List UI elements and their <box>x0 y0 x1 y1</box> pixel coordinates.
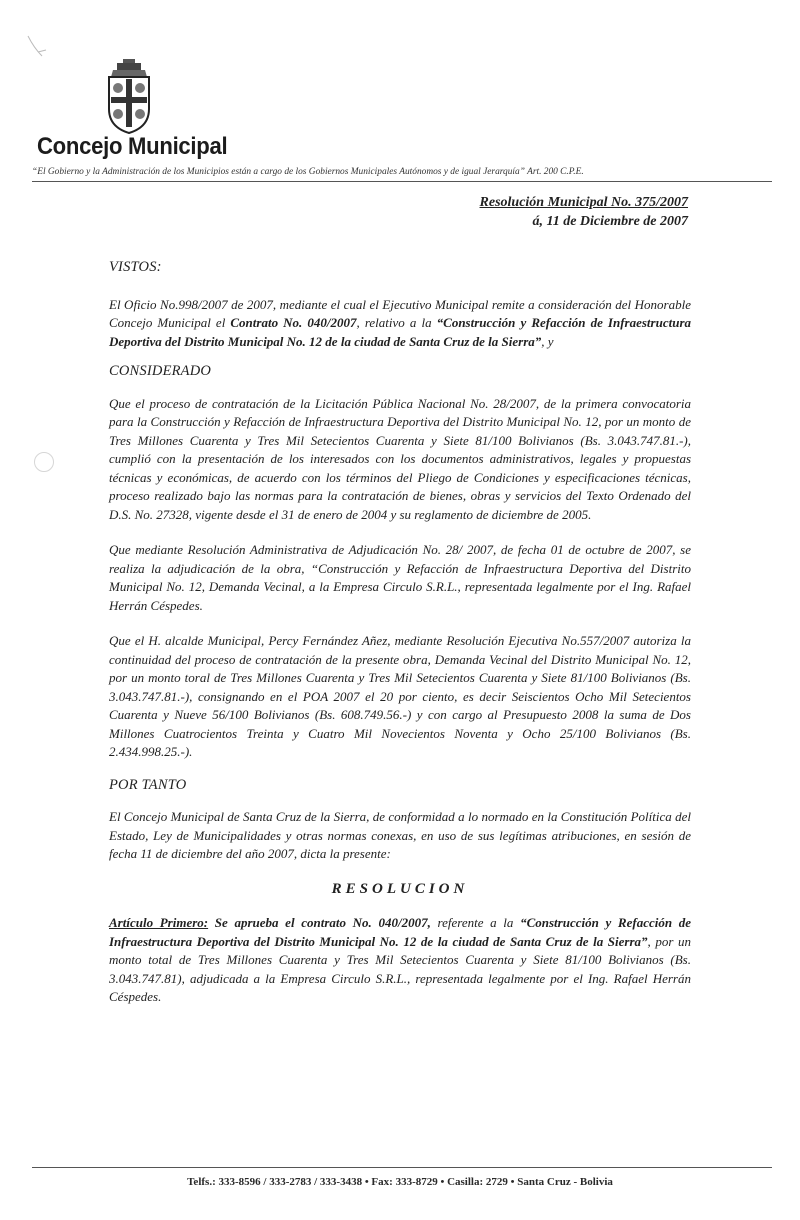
resolucion-heading: RESOLUCION <box>331 880 469 897</box>
municipal-coat-of-arms-icon <box>103 57 155 135</box>
punch-hole <box>34 452 54 472</box>
vistos-text-3: , y <box>541 333 554 349</box>
vistos-paragraph <box>109 296 691 352</box>
footer-divider <box>32 1167 772 1168</box>
article-first-label: Artículo Primero: <box>109 915 209 930</box>
considerado-heading: CONSIDERADO <box>109 363 212 379</box>
contract-number: Contrato No. 040/2007 <box>230 315 357 330</box>
vistos-heading: VISTOS: <box>109 259 162 275</box>
article-first-text-1: referente a la <box>430 915 521 930</box>
constitutional-motto: “El Gobierno y la Administración de los Municipios están a cargo de los Gobiernos Municipales Autónomos y de igual Jerarquía” Art. 200 C.P.E. <box>32 167 584 177</box>
resolution-date: á, 11 de Diciembre de 2007 <box>532 214 688 229</box>
organization-name: Concejo Municipal <box>37 133 228 160</box>
contact-footer: Telfs.: 333-8596 / 333-2783 / 333-3438 • Fax: 333-8729 • Casilla: 2729 • Santa Cruz - Bolivia <box>187 1176 613 1188</box>
article-first-paragraph <box>109 914 691 1007</box>
document-body <box>109 258 691 1007</box>
article-first-approval: Se aprueba el contrato No. 040/2007, <box>208 915 431 930</box>
vistos-text-2: , relativo a la <box>356 315 437 330</box>
article-first-project: “Construcción y Refacción de Infraestructura Deportiva del Distrito Municipal No. 12 de la ciudad de Santa Cruz de la Sierra” <box>109 915 692 949</box>
project-name: “Construcción y Refacción de Infraestructura Deportiva del Distrito Municipal No. 12 de la ciudad de Santa Cruz de la Sierra” <box>109 315 692 349</box>
vistos-text-1: El Oficio No.998/2007 de 2007, mediante el cual el Ejecutivo Municipal remite a consideración del Honorable Concejo Municipal el <box>109 296 691 330</box>
por-tanto-paragraph: El Concejo Municipal de Santa Cruz de la Sierra, de conformidad a lo normado en la Constitución Política del Estado, Ley de Municipalidades y otras normas conexas, en uso de sus legítimas atribuciones, en sesión de fecha 11 de diciembre del año 2007, dicta la presente: <box>109 809 691 861</box>
resolution-number: Resolución Municipal No. 375/2007 <box>479 195 688 210</box>
article-first-text-2: , por un monto total de Tres Millones Cuarenta y Tres Mil Setecientos Cuarenta y Siete 81/100 Bolivianos (Bs. 3.043.747.81), adjudicada a la Empresa Circulo S.R.L., representada legalmente por el Ing. Rafael Herrán Céspedes. <box>109 933 691 1004</box>
considerado-paragraph-1: Que el proceso de contratación de la Licitación Pública Nacional No. 28/2007, de la primera convocatoria para la Construcción y Refacción de Infraestructura Deportiva del Distrito Municipal No. 12, por un monto de Tres Millones Cuarenta y Tres Mil Setecientos Cuarenta y Siete 81/100 Bolivianos (Bs. 3.043.747.81.-), cumplió con la presentación de los interesados con los documentos administrativos, legales y propuestas técnicas y económicas, de acuerdo con los términos del Pliego de Condiciones y especificaciones técnicas, proceso realizado bajo las normas para la contratación de bienes, obras y servicios del Texto Ordenado del D.S. No. 27328, vigente desde el 31 de enero de 2004 y su reglamento de diciembre de 2005. <box>109 395 691 522</box>
pen-mark <box>20 30 80 80</box>
considerado-paragraph-2: Que mediante Resolución Administrativa de Adjudicación No. 28/ 2007, de fecha 01 de octubre de 2007, se realiza la adjudicación de la obra, “Construcción y Refacción de Infraestructura Deportiva del Distrito Municipal No. 12, Demanda Vecinal, a la Empresa Circulo S.R.L., representada legalmente por el Ing. Rafael Herrán Céspedes. <box>109 542 691 613</box>
considerado-paragraph-3: Que el H. alcalde Municipal, Percy Fernández Añez, mediante Resolución Ejecutiva No.557/2007 autoriza la continuidad del proceso de contratación de la presente obra, Demanda Vecinal del Distrito Municipal No. 12, por un monto toral de Tres Millones Cuarenta y Tres Mil Setecientos Cuarenta y Siete 81/100 Bolivianos (Bs. 3.043.747.81.-), consignando en el POA 2007 el 20 por ciento, es decir Seiscientos Ocho Mil Setecientos Cuarenta y Nueve 56/100 Bolivianos (Bs. 608.749.56.-) y con cargo al Presupuesto 2008 la suma de Dos Millones Cuatrocientos Treinta y Cuatro Mil Novecientos Noventa y Ocho 25/100 Bolivianos (Bs. 2.434.998.25.-). <box>109 633 691 759</box>
por-tanto-heading: POR TANTO <box>109 776 187 793</box>
header-divider <box>32 181 772 182</box>
